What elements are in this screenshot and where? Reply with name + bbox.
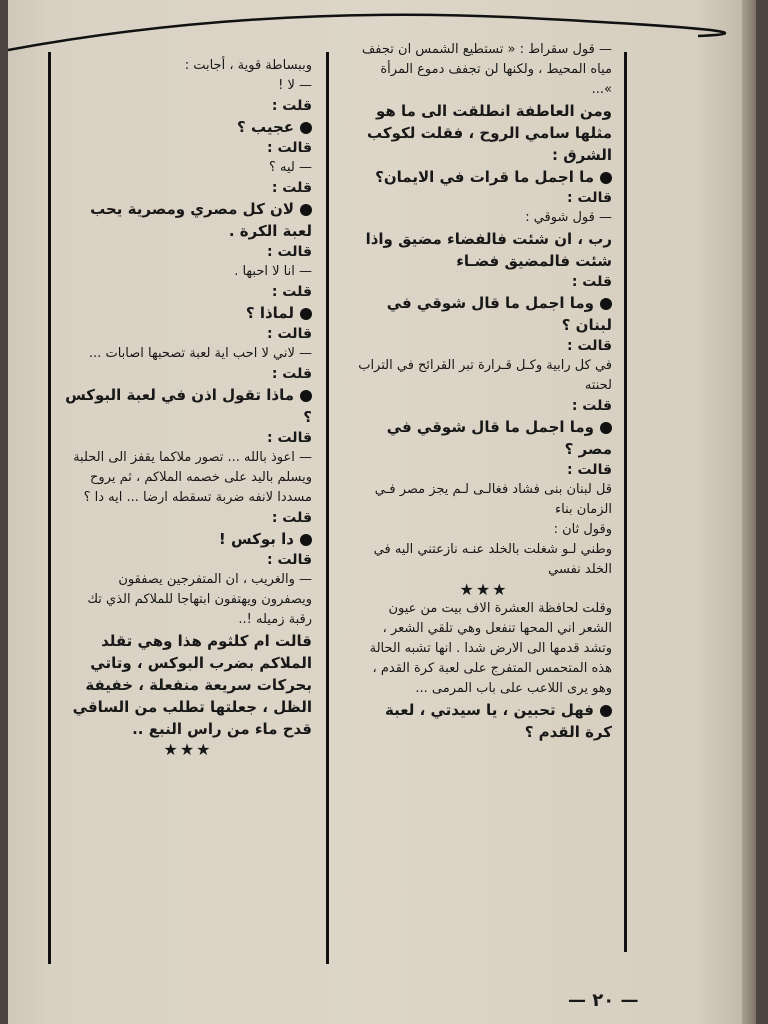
paragraph: — والغريب ، ان المتفرجين يصفقون ويصفرون ويهتفون ابتهاجا للملاكم الذي تك رقبة زميله !.. xyxy=(87,572,312,627)
bullet-dot-icon xyxy=(300,204,312,216)
question-text: وما اجمل ما قال شوقي في مصر ؟ xyxy=(386,418,612,458)
section-separator: ★★★ xyxy=(163,740,213,759)
question-text: لان كل مصري ومصرية يحب لعبة الكرة . xyxy=(90,200,312,240)
page-edge xyxy=(742,0,756,1024)
question xyxy=(356,166,612,188)
paragraph: — لاني لا احب اية لعبة تصحبها اصابات ... xyxy=(88,346,312,361)
question xyxy=(64,198,312,242)
speaker-label: قالت : xyxy=(267,552,312,568)
bullet-dot-icon xyxy=(600,705,612,717)
speaker-label: قلت : xyxy=(571,398,612,414)
question xyxy=(356,699,612,743)
question-text: لماذا ؟ xyxy=(245,304,294,322)
bold-paragraph: رب ، ان شئت فالفضاء مضيق واذا شئت فالمضيق فضـاء xyxy=(365,230,612,270)
page-number: — ٢٠ — xyxy=(568,990,639,1011)
bold-paragraph: قالت ام كلثوم هذا وهي تقلد الملاكم بضرب البوكس ، وتاتي بحركات سريعة منفعلة ، خفيفة الظل ، جعلتها تطلب من الساقي قدح ماء من راس النبع .. xyxy=(72,632,312,738)
question xyxy=(64,116,312,138)
bold-paragraph: ومن العاطفة انطلقت الى ما هو مثلها سامي الروح ، فقلت لكوكب الشرق : xyxy=(367,102,612,164)
paragraph: وقول ثان : xyxy=(553,522,612,537)
question xyxy=(356,416,612,460)
speaker-label: قلت : xyxy=(271,284,312,300)
paragraph: قل لبنان بنى فشاد فغالـى لـم يجز مصر فـي الزمان بناء xyxy=(374,482,612,517)
article-column-left xyxy=(64,56,312,759)
question-text: وما اجمل ما قال شوقي في لبنان ؟ xyxy=(386,294,612,334)
speaker-label: قلت : xyxy=(271,366,312,382)
question-text: دا بوكس ! xyxy=(218,530,294,548)
paragraph: — انا لا احبها . xyxy=(234,264,312,279)
question-text: فهل تحبين ، يا سيدتي ، لعبة كرة القدم ؟ xyxy=(385,701,612,741)
question-text: ما اجمل ما قرات في الايمان؟ xyxy=(375,168,594,186)
paragraph: — قول سقراط : « تستطيع الشمس ان تجفف مياه المحيط ، ولكنها لن تجفف دموع المرأة »... xyxy=(361,42,612,97)
paragraph: في كل رابية وكـل قـرارة تبر القرائح في التراب لحنته xyxy=(358,358,612,393)
bullet-dot-icon xyxy=(600,172,612,184)
bullet-dot-icon xyxy=(300,308,312,320)
article-column-right xyxy=(356,40,612,743)
paragraph: وببساطة قوية ، أجابت : xyxy=(184,58,312,73)
column-rule-middle xyxy=(326,52,329,964)
bullet-dot-icon xyxy=(300,122,312,134)
speaker-label: قالت : xyxy=(567,190,612,206)
bullet-dot-icon xyxy=(300,534,312,546)
speaker-label: قلت : xyxy=(271,98,312,114)
speaker-label: قلت : xyxy=(271,180,312,196)
magazine-page xyxy=(8,0,756,1024)
bullet-dot-icon xyxy=(300,390,312,402)
question xyxy=(64,528,312,550)
column-rule-right xyxy=(624,52,627,952)
speaker-label: قالت : xyxy=(567,462,612,478)
speaker-label: قالت : xyxy=(267,140,312,156)
question xyxy=(64,384,312,428)
speaker-label: قالت : xyxy=(267,326,312,342)
question xyxy=(64,302,312,324)
speaker-label: قالت : xyxy=(267,430,312,446)
speaker-label: قلت : xyxy=(271,510,312,526)
bullet-dot-icon xyxy=(600,298,612,310)
paragraph: وقلت لحافظة العشرة الاف بيت من عيون الشعر اني المحها تنفعل وهي تلقي الشعر ، وتشد قدمها الى الارض شدا . انها تشبه الحالة هذه المتحمس المتفرج على لعبة كرة القدم ، وهو يرى اللاعب على باب المرمى ... xyxy=(369,601,612,696)
question-text: عجيب ؟ xyxy=(237,118,294,136)
speaker-label: قلت : xyxy=(571,274,612,290)
question-text: ماذا تقول اذن في لعبة البوكس ؟ xyxy=(65,386,312,426)
speaker-label: قالت : xyxy=(567,338,612,354)
speaker-label: قالت : xyxy=(267,244,312,260)
paragraph: — لا ! xyxy=(278,78,312,93)
column-rule-left xyxy=(48,52,51,964)
bullet-dot-icon xyxy=(600,422,612,434)
paragraph: — اعوذ بالله ... تصور ملاكما يقفز الى الحلبة ويسلم باليد على خصمه الملاكم ، ثم يروح مسددا لانفه ضربة تسقطه ارضا ... ايه دا ؟ xyxy=(73,450,312,505)
paragraph: وطني لـو شغلت بالخلد عنـه نازعتني اليه في الخلد نفسي xyxy=(373,542,612,577)
paragraph: — ليه ؟ xyxy=(268,160,312,175)
section-separator: ★★★ xyxy=(459,580,509,599)
question xyxy=(356,292,612,336)
paragraph: — قول شوقي : xyxy=(525,210,612,225)
